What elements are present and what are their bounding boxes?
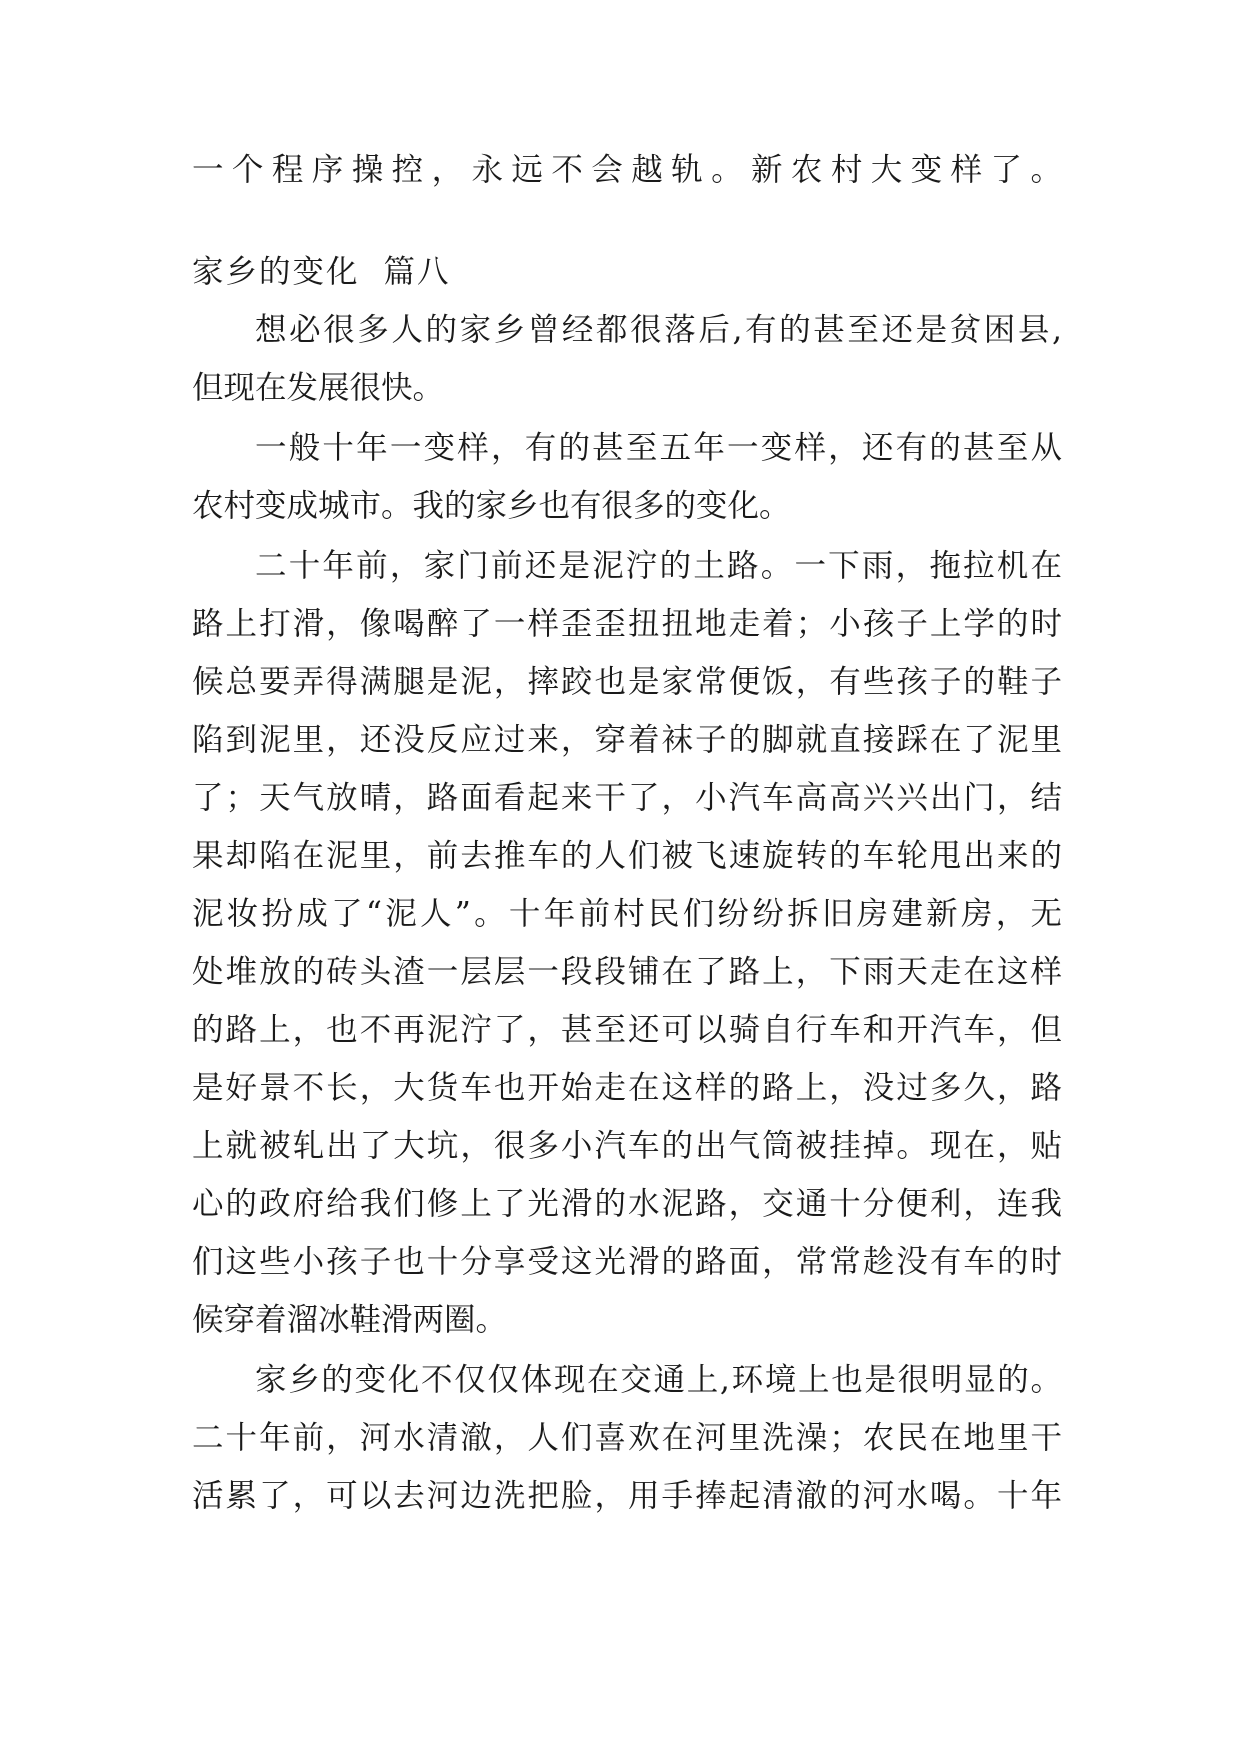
paragraph-line: 一个程序操控，永远不会越轨。新农村大变样了。 (192, 152, 1062, 188)
paragraph-line: 农村变成城市。我的家乡也有很多的变化。 (192, 488, 791, 524)
paragraph-line: 果却陷在泥里，前去推车的人们被飞速旋转的车轮甩出来的 (192, 838, 1062, 874)
paragraph-line: 上就被轧出了大坑，很多小汽车的出气筒被挂掉。现在，贴 (192, 1128, 1062, 1164)
paragraph-line: 想必很多人的家乡曾经都很落后,有的甚至还是贫困县, (255, 312, 1062, 348)
paragraph-line: 二十年前，家门前还是泥泞的土路。一下雨，拖拉机在 (255, 548, 1062, 584)
paragraph-line: 活累了，可以去河边洗把脸，用手捧起清澈的河水喝。十年 (192, 1478, 1062, 1514)
section-heading: 家乡的变化 篇八 (192, 254, 451, 290)
paragraph-line: 候穿着溜冰鞋滑两圈。 (192, 1302, 508, 1338)
paragraph-line: 的路上，也不再泥泞了，甚至还可以骑自行车和开汽车，但 (192, 1012, 1062, 1048)
paragraph-line: 泥妆扮成了“泥人”。十年前村民们纷纷拆旧房建新房，无 (192, 896, 1062, 932)
paragraph-line: 路上打滑，像喝醉了一样歪歪扭扭地走着；小孩子上学的时 (192, 606, 1062, 642)
paragraph-line: 家乡的变化不仅仅体现在交通上,环境上也是很明显的。 (255, 1362, 1062, 1398)
paragraph-line: 二十年前，河水清澈，人们喜欢在河里洗澡；农民在地里干 (192, 1420, 1062, 1456)
paragraph-line: 一般十年一变样，有的甚至五年一变样，还有的甚至从 (255, 430, 1062, 466)
paragraph-line: 但现在发展很快。 (192, 370, 445, 406)
paragraph-line: 们这些小孩子也十分享受这光滑的路面，常常趁没有车的时 (192, 1244, 1062, 1280)
paragraph-line: 陷到泥里，还没反应过来，穿着袜子的脚就直接踩在了泥里 (192, 722, 1062, 758)
paragraph-line: 是好景不长，大货车也开始走在这样的路上，没过多久，路 (192, 1070, 1062, 1106)
paragraph-line: 了；天气放晴，路面看起来干了，小汽车高高兴兴出门，结 (192, 780, 1062, 816)
paragraph-line: 心的政府给我们修上了光滑的水泥路，交通十分便利，连我 (192, 1186, 1062, 1222)
paragraph-line: 处堆放的砖头渣一层层一段段铺在了路上，下雨天走在这样 (192, 954, 1062, 990)
paragraph-line: 候总要弄得满腿是泥，摔跤也是家常便饭，有些孩子的鞋子 (192, 664, 1062, 700)
